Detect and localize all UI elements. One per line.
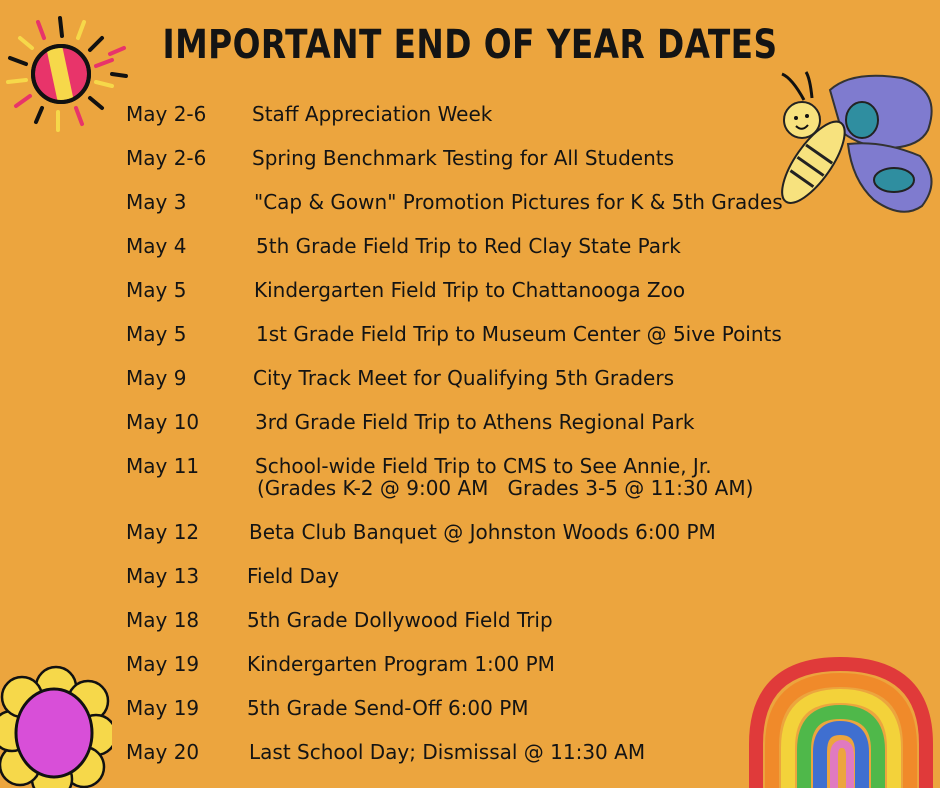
event-description: Kindergarten Program 1:00 PM: [247, 652, 555, 676]
event-description: 5th Grade Field Trip to Red Clay State Park: [256, 234, 681, 258]
event-description: Last School Day; Dismissal @ 11:30 AM: [249, 740, 646, 764]
event-date: May 12: [126, 520, 200, 544]
event-date: May 20: [126, 740, 200, 764]
event-date: May 18: [126, 608, 200, 632]
event-description: Spring Benchmark Testing for All Students: [252, 146, 675, 170]
event-description: 5th Grade Dollywood Field Trip: [247, 608, 553, 632]
event-description: School-wide Field Trip to CMS to See Annie, Jr.: [255, 454, 712, 478]
event-date: May 5: [126, 322, 187, 346]
event-date: May 4: [126, 234, 187, 258]
event-description: "Cap & Gown" Promotion Pictures for K & 5th Grades: [254, 190, 783, 214]
event-description: City Track Meet for Qualifying 5th Graders: [253, 366, 674, 390]
event-description: 3rd Grade Field Trip to Athens Regional Park: [255, 410, 695, 434]
event-date: May 3: [126, 190, 187, 214]
event-date: May 2-6: [126, 102, 207, 126]
event-description: Kindergarten Field Trip to Chattanooga Zoo: [254, 278, 686, 302]
event-description: 1st Grade Field Trip to Museum Center @ 5ive Points: [256, 322, 782, 346]
event-description: 5th Grade Send-Off 6:00 PM: [247, 696, 529, 720]
event-date: May 11: [126, 454, 200, 478]
event-description: Field Day: [247, 564, 340, 588]
event-date: May 19: [126, 652, 200, 676]
event-date: May 9: [126, 366, 187, 390]
rainbow-icon: [746, 654, 940, 788]
event-date: May 5: [126, 278, 187, 302]
event-date: May 2-6: [126, 146, 207, 170]
event-description: Beta Club Banquet @ Johnston Woods 6:00 PM: [249, 520, 716, 544]
event-date: May 19: [126, 696, 200, 720]
event-date: May 10: [126, 410, 200, 434]
flower-icon: [0, 665, 112, 788]
page-title: IMPORTANT END OF YEAR DATES: [162, 22, 778, 68]
event-description-detail: (Grades K-2 @ 9:00 AM Grades 3-5 @ 11:30 AM): [257, 476, 754, 500]
event-description: Staff Appreciation Week: [252, 102, 493, 126]
event-date: May 13: [126, 564, 200, 588]
